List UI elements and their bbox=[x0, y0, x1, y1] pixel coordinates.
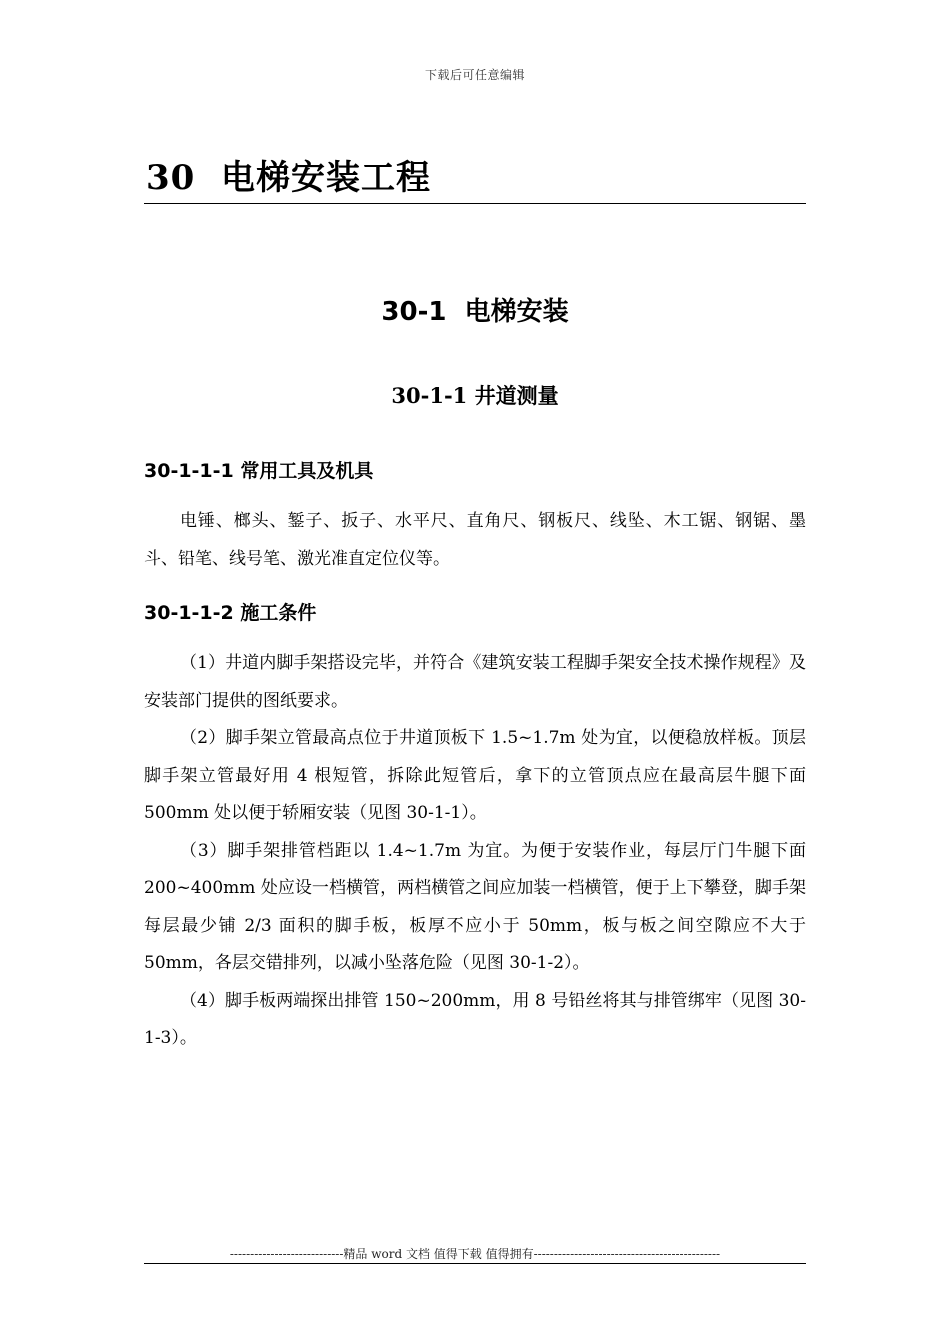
conditions-heading: 30-1-1-2 施工条件 bbox=[144, 602, 317, 624]
page-header-note: 下载后可任意编辑 bbox=[424, 68, 525, 82]
page-footer-note: ----------------------------精品 word 文档 值得下载 值得拥有---------------------------------------------- bbox=[229, 1247, 721, 1261]
chapter-title: 30 电梯安装工程 bbox=[146, 158, 431, 198]
tools-heading: 30-1-1-1 常用工具及机具 bbox=[144, 460, 374, 482]
subsection-title: 30-1-1 井道测量 bbox=[391, 383, 559, 408]
footer-divider bbox=[144, 1263, 806, 1264]
condition-item-4: （4）脚手板两端探出排管 150~200mm，用 8 号铅丝将其与排管绑牢（见图 30-1-3）。 bbox=[144, 990, 806, 1048]
condition-item-2: （2）脚手架立管最高点位于井道顶板下 1.5~1.7m 处为宜，以便稳放样板。顶层脚手架立管最好用 4 根短管，拆除此短管后，拿下的立管顶点应在最高层牛腿下面 500mm 处以便于轿厢安装（见图 30-1-1）。 bbox=[144, 728, 806, 823]
section-title: 30-1 电梯安装 bbox=[381, 297, 569, 327]
chapter-divider bbox=[144, 203, 806, 204]
condition-item-3: （3）脚手架排管档距以 1.4~1.7m 为宜。为便于安装作业，每层厅门牛腿下面 200~400mm 处应设一档横管，两档横管之间应加装一档横管，便于上下攀登，脚手架每层最少铺 2/3 面积的脚手板，板厚不应小于 50mm，板与板之间空隙应不大于 50mm，各层交错排列，以减小坠落危险（见图 30-1-2）。 bbox=[144, 840, 806, 973]
conditions-list bbox=[144, 645, 806, 1058]
condition-item-1: （1）井道内脚手架搭设完毕，并符合《建筑安装工程脚手架安全技术操作规程》及安装部门提供的图纸要求。 bbox=[144, 653, 806, 711]
tools-paragraph: 电锤、榔头、錾子、扳子、水平尺、直角尺、钢板尺、线坠、木工锯、钢锯、墨斗、铅笔、线号笔、激光准直定位仪等。 bbox=[144, 511, 806, 569]
